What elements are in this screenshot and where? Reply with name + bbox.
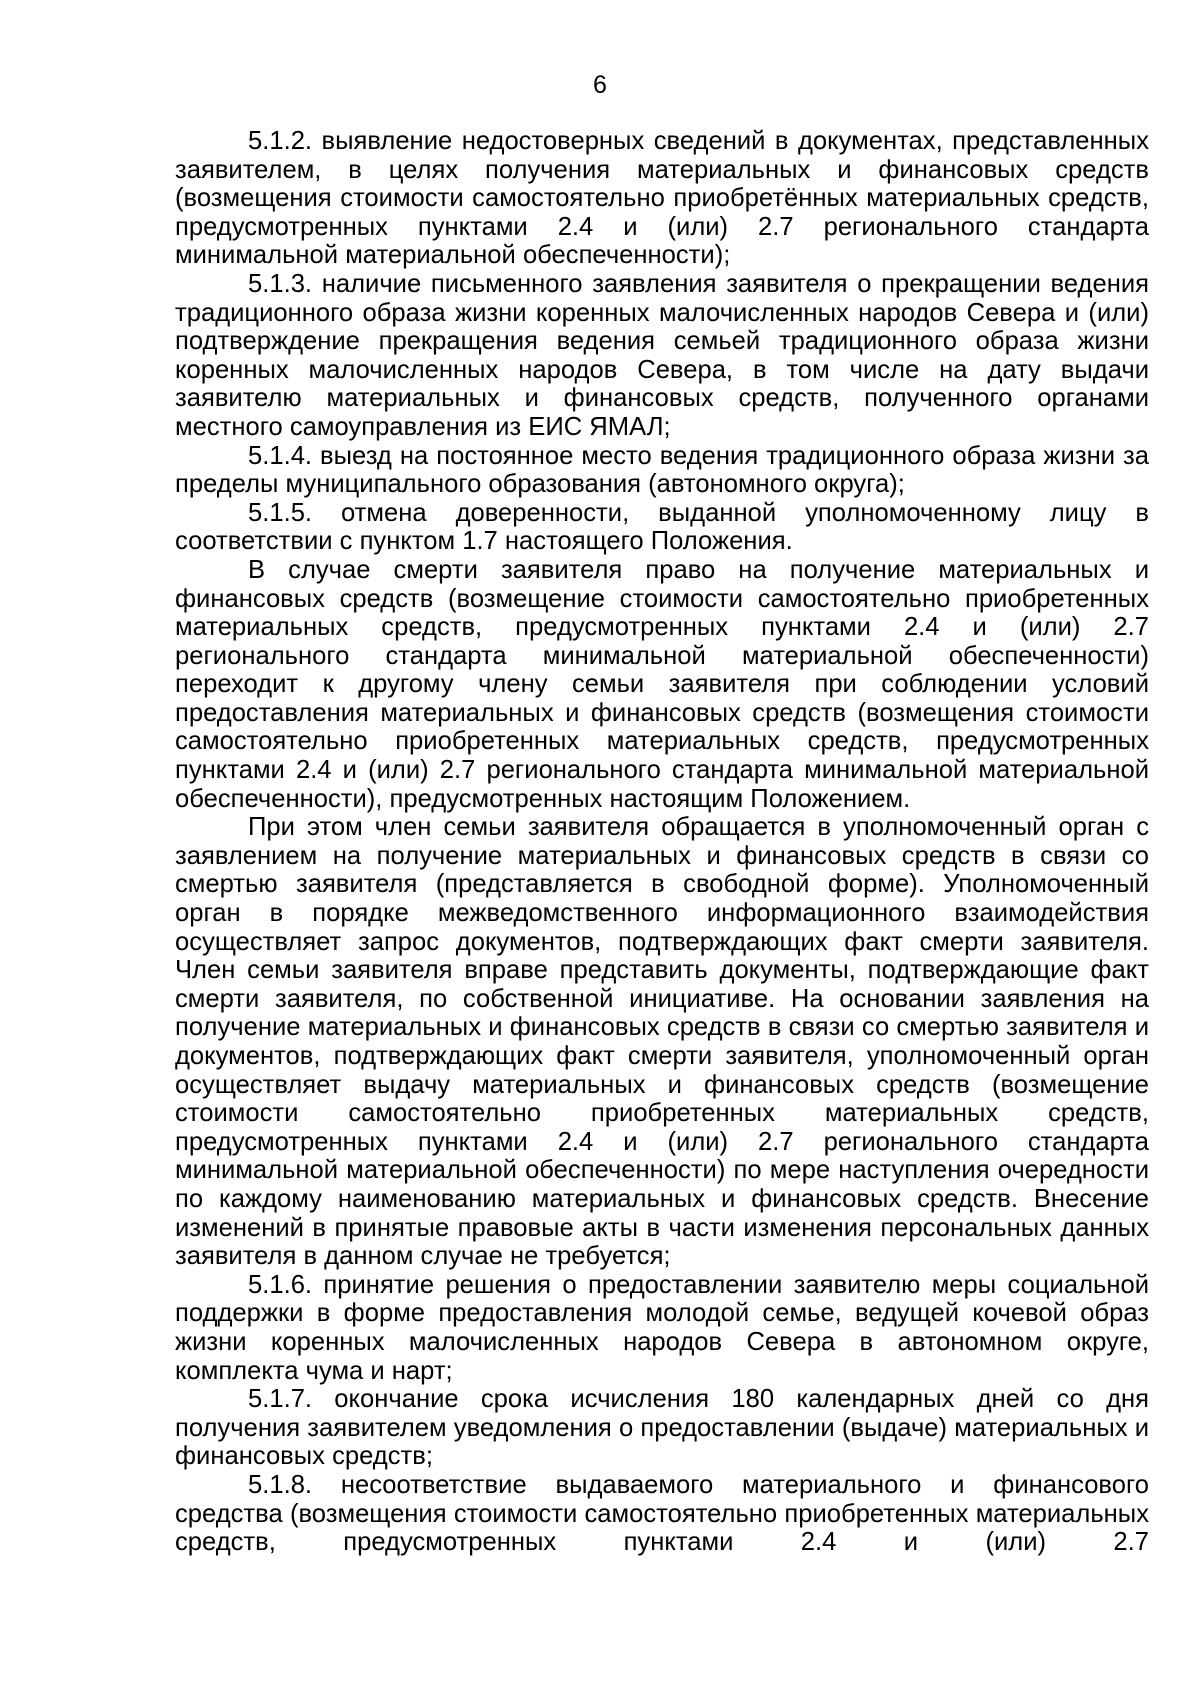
paragraph-5-1-8: 5.1.8. несоответствие выдаваемого материального и финансового средства (возмещения стоимости самостоятельно приобретенных материальных средств, предусмотренных пунктами 2.4 и (или) 2.7	[175, 1470, 1149, 1557]
page-number: 6	[593, 71, 607, 99]
paragraph-5-1-5: 5.1.5. отмена доверенности, выданной уполномоченному лицу в соответствии с пунктом 1.7 настоящего Положения.	[175, 498, 1149, 556]
paragraph-death-of-applicant: В случае смерти заявителя право на получение материальных и финансовых средств (возмещение стоимости самостоятельно приобретенных материальных средств, предусмотренных пунктами 2.4 и (или) 2.7 регионального стандарта минимальной материальной обеспеченности) переходит к другому члену семьи заявителя при соблюдении условий предоставления материальных и финансовых средств (возмещения стоимости самостоятельно приобретенных материальных средств, предусмотренных пунктами 2.4 и (или) 2.7 регионального стандарта минимальной материальной обеспеченности), предусмотренных настоящим Положением.	[175, 555, 1149, 813]
paragraph-5-1-3: 5.1.3. наличие письменного заявления заявителя о прекращении ведения традиционного образа жизни коренных малочисленных народов Севера и (или) подтверждение прекращения ведения семьей традиционного образа жизни коренных малочисленных народов Севера, в том числе на дату выдачи заявителю материальных и финансовых средств, полученного органами местного самоуправления из ЕИС ЯМАЛ;	[175, 269, 1149, 441]
paragraph-family-member-application: При этом член семьи заявителя обращается в уполномоченный орган с заявлением на получение материальных и финансовых средств в связи со смертью заявителя (представляется в свободной форме). Уполномоченный орган в порядке межведомственного информационного взаимодействия осуществляет запрос документов, подтверждающих факт смерти заявителя. Член семьи заявителя вправе представить документы, подтверждающие факт смерти заявителя, по собственной инициативе. На основании заявления на получение материальных и финансовых средств в связи со смертью заявителя и документов, подтверждающих факт смерти заявителя, уполномоченный орган осуществляет выдачу материальных и финансовых средств (возмещение стоимости самостоятельно приобретенных материальных средств, предусмотренных пунктами 2.4 и (или) 2.7 регионального стандарта минимальной материальной обеспеченности) по мере наступления очередности по каждому наименованию материальных и финансовых средств. Внесение изменений в принятые правовые акты в части изменения персональных данных заявителя в данном случае не требуется;	[175, 813, 1149, 1271]
paragraph-5-1-4: 5.1.4. выезд на постоянное место ведения традиционного образа жизни за пределы муниципального образования (автономного округа);	[175, 441, 1149, 499]
paragraph-5-1-2: 5.1.2. выявление недостоверных сведений в документах, представленных заявителем, в целях получения материальных и финансовых средств (возмещения стоимости самостоятельно приобретённых материальных средств, предусмотренных пунктами 2.4 и (или) 2.7 регионального стандарта минимальной материальной обеспеченности);	[175, 127, 1149, 270]
paragraph-5-1-6: 5.1.6. принятие решения о предоставлении заявителю меры социальной поддержки в форме предоставления молодой семье, ведущей кочевой образ жизни коренных малочисленных народов Севера в автономном округе, комплекта чума и нарт;	[175, 1270, 1149, 1385]
paragraph-5-1-7: 5.1.7. окончание срока исчисления 180 календарных дней со дня получения заявителем уведомления о предоставлении (выдаче) материальных и финансовых средств;	[175, 1385, 1149, 1471]
document-body	[175, 127, 1149, 1557]
